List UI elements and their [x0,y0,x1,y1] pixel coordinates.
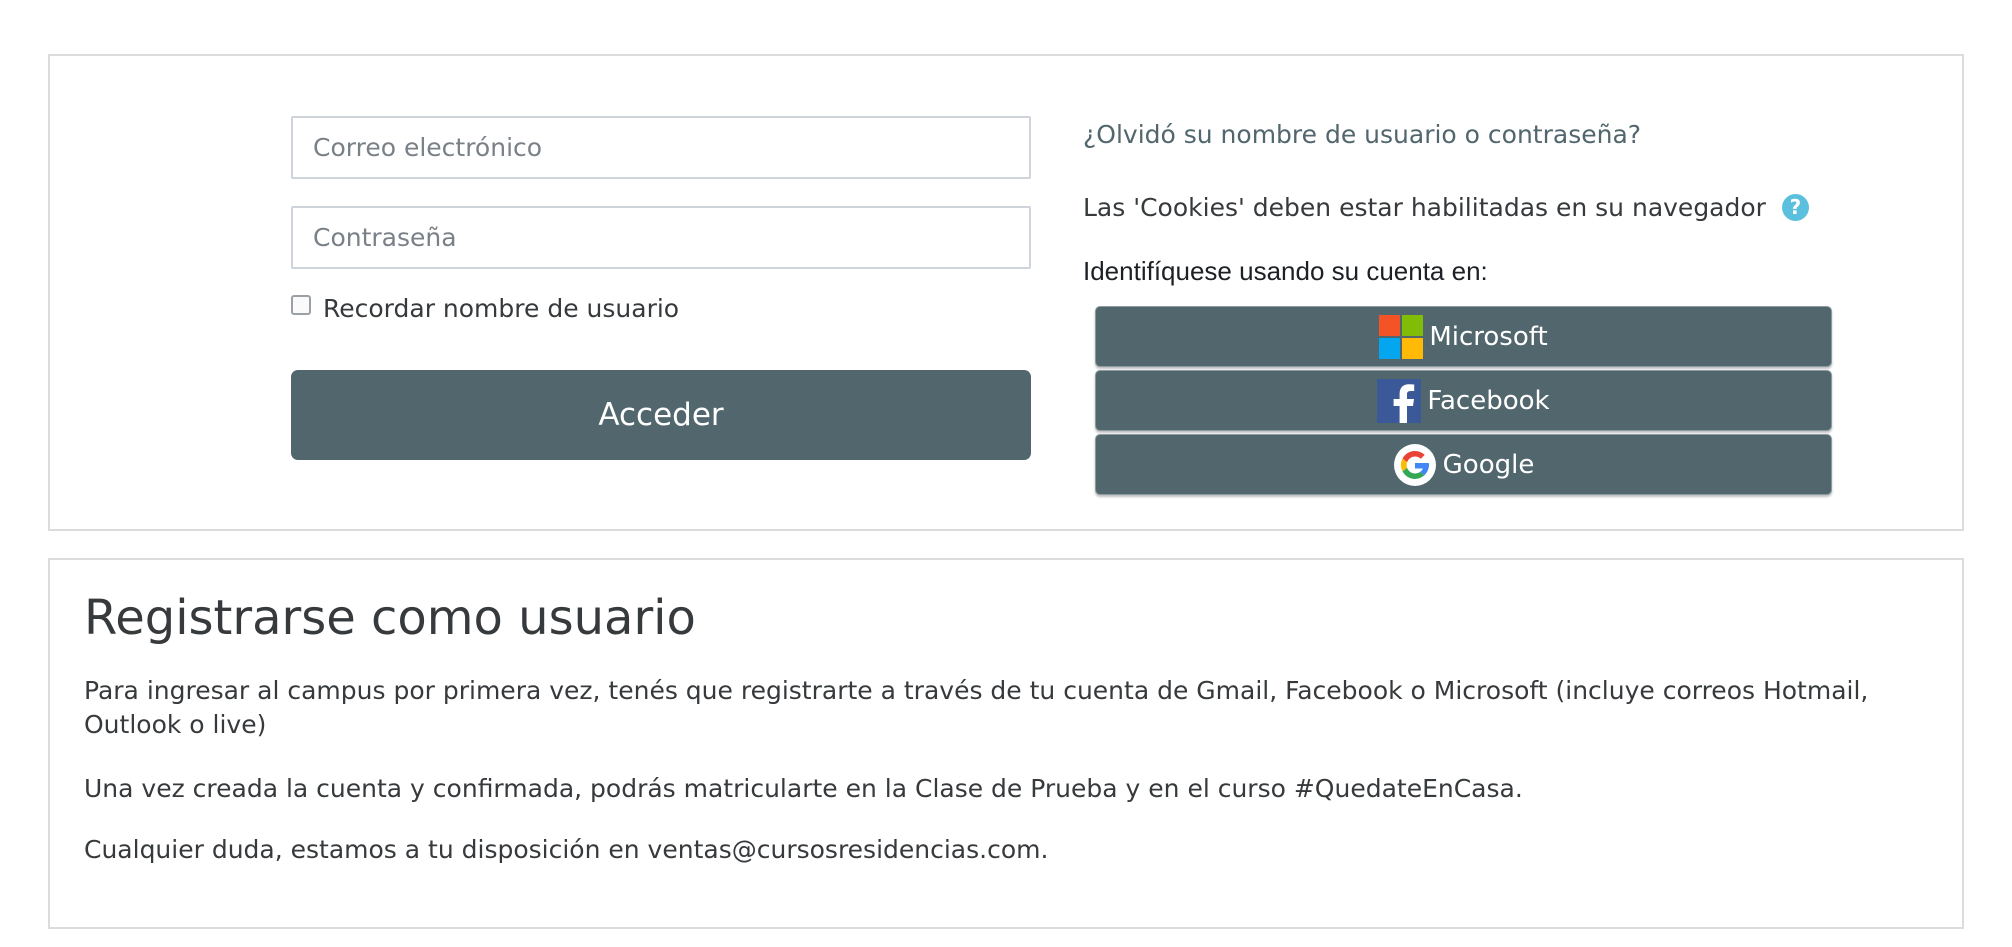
forgot-password-link[interactable]: ¿Olvidó su nombre de usuario o contraseña? [1083,120,1642,149]
signup-paragraph: Cualquier duda, estamos a tu disposición en ventas@cursosresidencias.com. [84,835,1049,864]
microsoft-logo-icon [1379,315,1423,359]
facebook-logo-icon [1377,379,1421,423]
remember-checkbox[interactable] [291,295,311,315]
login-button[interactable]: Acceder [291,370,1031,460]
signup-paragraph: Una vez creada la cuenta y confirmada, podrás matricularte en la Clase de Prueba y en el curso #QuedateEnCasa. [84,774,1523,803]
facebook-label: Facebook [1427,385,1550,416]
signup-paragraph: Para ingresar al campus por primera vez, tenés que registrarte a través de tu cuenta de Gmail, Facebook o Microsoft (incluye correos Hotmail, Outlook o live) [84,676,1869,739]
facebook-login-button[interactable] [1095,370,1832,431]
signup-title: Registrarse como usuario [84,590,696,646]
microsoft-label: Microsoft [1429,321,1548,352]
password-field[interactable] [291,206,1031,269]
google-label: Google [1442,449,1535,480]
login-card [48,54,1964,531]
email-field[interactable] [291,116,1031,179]
cookies-notice-text: Las 'Cookies' deben estar habilitadas en su navegador [1083,193,1766,222]
microsoft-login-button[interactable] [1095,306,1832,367]
identify-label: Identifíquese usando su cuenta en: [1083,256,1488,286]
google-logo-icon [1393,443,1437,487]
remember-label: Recordar nombre de usuario [323,294,680,323]
signup-card [48,558,1964,929]
google-login-button[interactable] [1095,434,1832,495]
cookies-notice [1083,193,1809,222]
remember-username[interactable] [291,294,679,323]
question-circle-icon[interactable]: ? [1782,194,1809,221]
